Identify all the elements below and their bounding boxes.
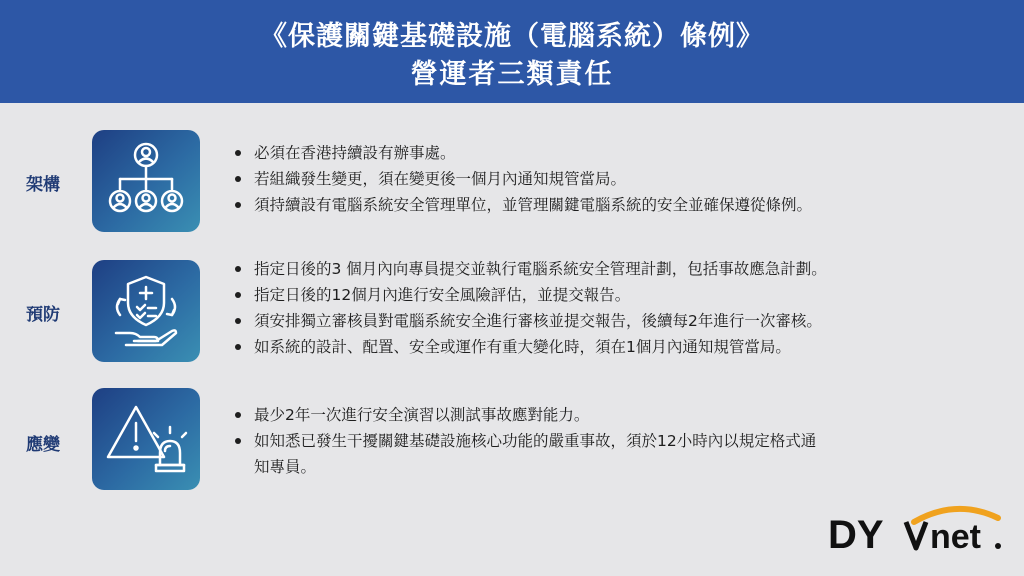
header-banner [0, 0, 1024, 103]
list-item: 最少2年一次進行安全演習以測試事故應對能力。 [232, 402, 816, 428]
logo-v-mark [906, 522, 926, 548]
list-item: 如系統的設計、配置、安全或運作有重大變化時，須在1個月內通知規管當局。 [232, 334, 827, 360]
page-subtitle: 營運者三類責任 [410, 59, 614, 90]
list-item: 須持續設有電腦系統安全管理單位，並管理關鍵電腦系統的安全並確保遵從條例。 [232, 192, 812, 218]
list-item: 知專員。 [254, 458, 317, 476]
shield-hand-icon [106, 271, 186, 351]
section-label-prevention: 預防 [26, 305, 60, 325]
logo-dot [995, 543, 1001, 549]
list-item: 指定日後的12個月內進行安全風險評估，並提交報告。 [232, 282, 827, 308]
warning-siren-icon [104, 399, 188, 479]
logo-text-right: net [930, 518, 981, 556]
section-label-structure: 架構 [26, 175, 60, 195]
prevention-icon-box [92, 260, 200, 362]
response-icon-box [92, 388, 200, 490]
list-item: 指定日後的3 個月內向專員提交並執行電腦系統安全管理計劃，包括事故應急計劃。 [232, 256, 827, 282]
structure-bullet-list [232, 140, 812, 218]
dynet-logo-graphic [826, 500, 1006, 560]
list-item: 必須在香港持續設有辦事處。 [232, 140, 812, 166]
list-item: 如知悉已發生干擾關鍵基礎設施核心功能的嚴重事故，須於12小時內以規定格式通 [232, 428, 816, 454]
org-chart-icon [106, 141, 186, 221]
structure-icon-box [92, 130, 200, 232]
logo-text-left: DY [828, 513, 884, 557]
section-label-response: 應變 [26, 435, 60, 455]
response-bullet-list [232, 402, 816, 480]
list-item: 須安排獨立審核員對電腦系統安全進行審核並提交報告，後續每2年進行一次審核。 [232, 308, 827, 334]
list-item: 若組織發生變更，須在變更後一個月內通知規管當局。 [232, 166, 812, 192]
page-title: 《保護關鍵基礎設施（電腦系統）條例》 [260, 21, 764, 52]
prevention-bullet-list [232, 256, 827, 360]
dynet-logo [826, 500, 1006, 560]
